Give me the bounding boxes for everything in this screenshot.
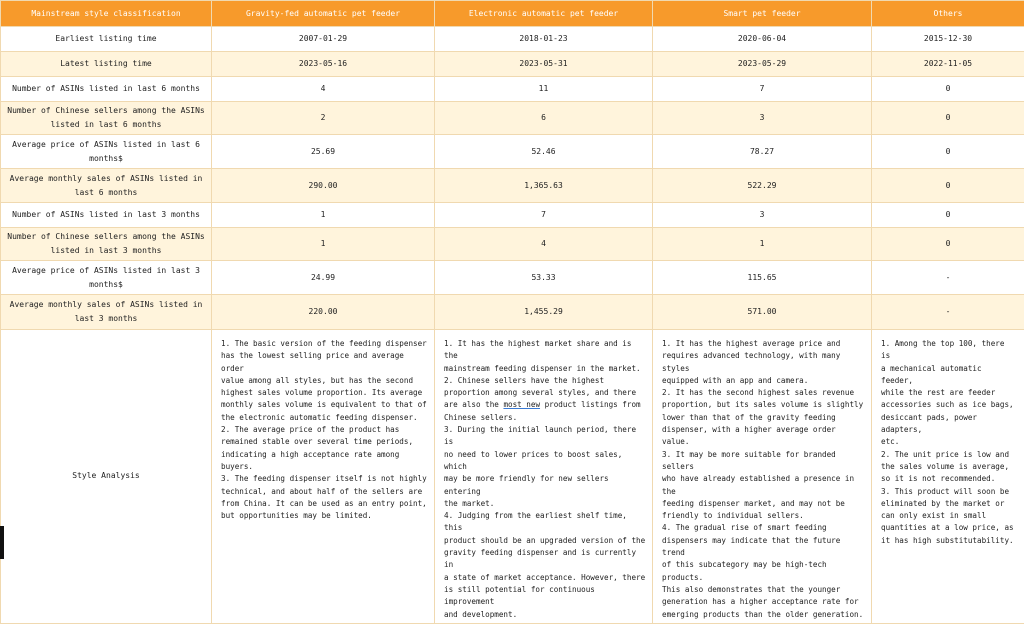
analysis-line: lower than that of the gravity feeding	[662, 412, 865, 424]
header-cell-gravity: Gravity-fed automatic pet feeder	[212, 1, 435, 27]
table-cell: 571.00	[653, 295, 872, 330]
analysis-line: proportion, but its sales volume is slightly	[662, 399, 865, 411]
analysis-line: it has high substitutability.	[881, 535, 1018, 547]
table-cell: 290.00	[212, 169, 435, 203]
table-cell: 1	[212, 203, 435, 228]
analysis-line: dispensers may indicate that the future trend	[662, 535, 865, 560]
analysis-row	[1, 330, 1024, 624]
table-cell: 24.99	[212, 261, 435, 295]
analysis-line: may be more friendly for new sellers entering	[444, 473, 646, 498]
analysis-line: a mechanical automatic feeder,	[881, 363, 1018, 388]
analysis-line: technical, and about half of the sellers are	[221, 486, 428, 498]
analysis-line: generation has a higher acceptance rate for	[662, 596, 865, 608]
table-row	[1, 295, 1024, 330]
analysis-line: 2. The average price of the product has	[221, 424, 428, 436]
analysis-line: a state of market acceptance. However, there	[444, 572, 646, 584]
analysis-line: who have already established a presence in the	[662, 473, 865, 498]
analysis-line: of this subcategory may be high-tech products.	[662, 559, 865, 584]
table-cell: 2015-12-30	[872, 27, 1024, 52]
analysis-line: accessories such as ice bags,	[881, 399, 1018, 411]
header-cell-others: Others	[872, 1, 1024, 27]
analysis-line: requires advanced technology, with many styles	[662, 350, 865, 375]
analysis-line: Chinese sellers.	[444, 412, 646, 424]
table-row	[1, 77, 1024, 102]
analysis-line: equipped with an app and camera.	[662, 375, 865, 387]
analysis-line: product should be an upgraded version of the	[444, 535, 646, 547]
table-cell: 0	[872, 102, 1024, 135]
table-cell: 2018-01-23	[435, 27, 653, 52]
analysis-line: This also demonstrates that the younger	[662, 584, 865, 596]
analysis-line: mainstream feeding dispenser in the market.	[444, 363, 646, 375]
analysis-line: the sales volume is average,	[881, 461, 1018, 473]
table-cell: 78.27	[653, 135, 872, 169]
row-label: Average price of ASINs listed in last 6 months$	[1, 135, 212, 169]
row-label: Number of Chinese sellers among the ASINs listed in last 3 months	[1, 228, 212, 261]
table-cell: 0	[872, 203, 1024, 228]
analysis-line: from China. It can be used as an entry point,	[221, 498, 428, 510]
table-cell: 0	[872, 169, 1024, 203]
analysis-line: value among all styles, but has the second	[221, 375, 428, 387]
table-cell: 2023-05-29	[653, 52, 872, 77]
analysis-line: monthly sales volume is equivalent to that of	[221, 399, 428, 411]
analysis-line: no need to lower prices to boost sales, which	[444, 449, 646, 474]
row-label: Latest listing time	[1, 52, 212, 77]
link-suffix: product listings from	[540, 400, 641, 409]
row-label: Number of ASINs listed in last 6 months	[1, 77, 212, 102]
table-cell: 2023-05-31	[435, 52, 653, 77]
table-cell: 2	[212, 102, 435, 135]
analysis-line: is still potential for continuous improvement	[444, 584, 646, 609]
header-cell-smart: Smart pet feeder	[653, 1, 872, 27]
analysis-line: has the lowest selling price and average order	[221, 350, 428, 375]
analysis-line: the market.	[444, 498, 646, 510]
analysis-line: dispenser, with a higher average order value.	[662, 424, 865, 449]
analysis-line: can only exist in small	[881, 510, 1018, 522]
most-new-link[interactable]: most new	[503, 400, 540, 409]
analysis-line: eliminated by the market or	[881, 498, 1018, 510]
table-cell: 2022-11-05	[872, 52, 1024, 77]
analysis-smart	[653, 330, 872, 624]
table-cell: 11	[435, 77, 653, 102]
analysis-line: so it is not recommended.	[881, 473, 1018, 485]
table-cell: 115.65	[653, 261, 872, 295]
table-cell: 220.00	[212, 295, 435, 330]
table-row	[1, 135, 1024, 169]
analysis-line: friendly to individual sellers.	[662, 510, 865, 522]
analysis-line: 3. During the initial launch period, there is	[444, 424, 646, 449]
table-cell: 2007-01-29	[212, 27, 435, 52]
table-cell: 0	[872, 77, 1024, 102]
row-label: Average price of ASINs listed in last 3 months$	[1, 261, 212, 295]
table-cell: 1	[212, 228, 435, 261]
table-cell: 3	[653, 102, 872, 135]
header-cell-electronic: Electronic automatic pet feeder	[435, 1, 653, 27]
table-row	[1, 169, 1024, 203]
table-cell: 1,365.63	[435, 169, 653, 203]
table-cell: -	[872, 261, 1024, 295]
table-cell: 4	[212, 77, 435, 102]
analysis-line: 1. Among the top 100, there is	[881, 338, 1018, 363]
analysis-line: emerging products than the older generation.	[662, 609, 865, 621]
table-row	[1, 261, 1024, 295]
table-cell: 7	[435, 203, 653, 228]
analysis-line: indicating a high acceptance rate among buyers.	[221, 449, 428, 474]
analysis-line: 3. This product will soon be	[881, 486, 1018, 498]
analysis-line: 3. The feeding dispenser itself is not highly	[221, 473, 428, 485]
analysis-line: 2. It has the second highest sales revenue	[662, 387, 865, 399]
table-cell: 53.33	[435, 261, 653, 295]
row-label: Number of Chinese sellers among the ASINs listed in last 6 months	[1, 102, 212, 135]
table-row	[1, 102, 1024, 135]
table-cell: 522.29	[653, 169, 872, 203]
row-label: Average monthly sales of ASINs listed in last 6 months	[1, 169, 212, 203]
table-row	[1, 228, 1024, 261]
analysis-line: 3. It may be more suitable for branded sellers	[662, 449, 865, 474]
analysis-line: desiccant pads, power adapters,	[881, 412, 1018, 437]
table-cell: 2020-06-04	[653, 27, 872, 52]
analysis-line: highest sales volume proportion. Its average	[221, 387, 428, 399]
table-cell: 52.46	[435, 135, 653, 169]
analysis-line: quantities at a low price, as	[881, 522, 1018, 534]
table-cell: 3	[653, 203, 872, 228]
analysis-electronic	[435, 330, 653, 624]
analysis-line: 1. It has the highest average price and	[662, 338, 865, 350]
table-row	[1, 27, 1024, 52]
analysis-line: feeding dispenser market, and may not be	[662, 498, 865, 510]
table-cell: 0	[872, 135, 1024, 169]
analysis-line: 4. The gradual rise of smart feeding	[662, 522, 865, 534]
analysis-line: remained stable over several time periods,	[221, 436, 428, 448]
row-label: Average monthly sales of ASINs listed in last 3 months	[1, 295, 212, 330]
analysis-line: proportion among several styles, and there	[444, 387, 646, 399]
header-cell-classification: Mainstream style classification	[1, 1, 212, 27]
table-cell: 0	[872, 228, 1024, 261]
analysis-line-with-link	[444, 399, 646, 411]
row-label-style-analysis: Style Analysis	[1, 330, 212, 624]
table-cell: 1	[653, 228, 872, 261]
analysis-line: and development.	[444, 609, 646, 621]
analysis-line: 1. The basic version of the feeding dispenser	[221, 338, 428, 350]
table-cell: 1,455.29	[435, 295, 653, 330]
table-row	[1, 52, 1024, 77]
analysis-line: while the rest are feeder	[881, 387, 1018, 399]
analysis-line: but opportunities may be limited.	[221, 510, 428, 522]
table-cell: -	[872, 295, 1024, 330]
edge-marker	[0, 526, 4, 559]
analysis-line: etc.	[881, 436, 1018, 448]
table-cell: 6	[435, 102, 653, 135]
table-cell: 25.69	[212, 135, 435, 169]
analysis-line: 2. Chinese sellers have the highest	[444, 375, 646, 387]
table-row	[1, 203, 1024, 228]
analysis-line: the electronic automatic feeding dispenser.	[221, 412, 428, 424]
analysis-line: 4. Judging from the earliest shelf time, this	[444, 510, 646, 535]
analysis-gravity	[212, 330, 435, 624]
row-label: Number of ASINs listed in last 3 months	[1, 203, 212, 228]
table-cell: 7	[653, 77, 872, 102]
analysis-line: 1. It has the highest market share and is the	[444, 338, 646, 363]
analysis-others	[872, 330, 1024, 624]
analysis-line: gravity feeding dispenser and is currently in	[444, 547, 646, 572]
header-row	[1, 1, 1024, 27]
analysis-line: 2. The unit price is low and	[881, 449, 1018, 461]
link-prefix: are also the	[444, 400, 503, 409]
table-cell: 2023-05-16	[212, 52, 435, 77]
table-cell: 4	[435, 228, 653, 261]
row-label: Earliest listing time	[1, 27, 212, 52]
